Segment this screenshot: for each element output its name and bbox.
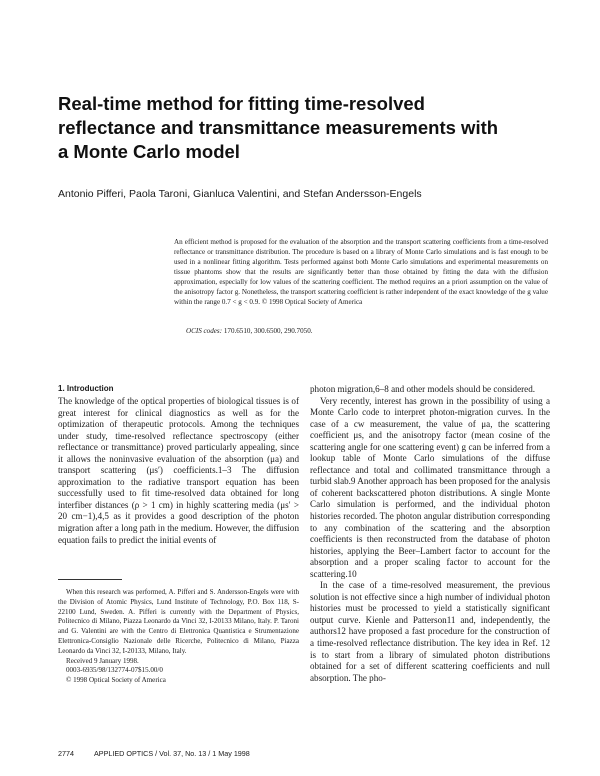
section-heading: 1. Introduction xyxy=(58,384,114,393)
page-number: 2774 xyxy=(58,749,74,758)
copyright-notice: © 1998 Optical Society of America xyxy=(66,676,166,685)
page-footer xyxy=(58,749,508,759)
paper-title xyxy=(58,92,538,164)
journal-citation: APPLIED OPTICS / Vol. 37, No. 13 / 1 May 1998 xyxy=(94,749,250,758)
ocis-codes xyxy=(186,326,313,336)
footnote-divider xyxy=(58,579,122,580)
ocis-values: 170.6510, 300.6500, 290.7050. xyxy=(223,327,313,335)
intro-paragraph-2: Very recently, interest has grown in the possibility of using a Monte Carlo code to interpret photon-migration curves. In the case of a cw measurement, the value of μa, the scattering coefficient μs, and the anisotropy factor (mean cosine of the scattering angle for one scattering event) g can be inferred from a lookup table of Monte Carlo simulations of the diffuse reflectance and total and collimated transmittance through a turbid slab.9 Another approach has been proposed for the analysis of coherent backscattered photon distributions. A single Monte Carlo simulation is performed, and the individual photon histories recorded. The photon angular distribution corresponding to any combination of the scattering and the absorption coefficients is then reconstructed from the database of photon histories, applying the Beer–Lambert factor to account for the absorption and a proper scaling factor to account for the scattering.10 xyxy=(310,395,550,579)
author-list: Antonio Pifferi, Paola Taroni, Gianluca Valentini, and Stefan Andersson-Engels xyxy=(58,188,422,200)
abstract xyxy=(174,237,548,307)
intro-paragraph-3: In the case of a time-resolved measurement, the previous solution is not effective since a high number of individual photon histories must be processed to yield a statistically significant output curve. Kienle and Patterson11 and, independently, the authors12 have proposed a fast procedure for the construction of a time-resolved reflectance distribution. The key idea in Ref. 12 is to start from a library of simulated photon distributions obtained for a set of different scattering coefficients and null absorption. The pho- xyxy=(310,580,550,683)
intro-paragraph-1: The knowledge of the optical properties of biological tissues is of great interest for clinical diagnostics as well as for the optimization of therapeutic protocols. Among the techniques under study, time-resolved reflectance spectroscopy (either reflectance or transmittance) proved particularly appealing, since it allows the noninvasive evaluation of the absorption (μa) and transport scattering (μs′) coefficients.1–3 The diffusion approximation to the radiative transport equation has been successfully used to fit time-resolved data obtained for long interfiber distances (ρ > 1 cm) in highly scattering media (μs′ > 20 cm−1),4,5 as it provides a good description of the photon migration after a long path in the medium. However, the diffusion equation fails to predict the initial events of xyxy=(58,396,299,545)
title-line-3: a Monte Carlo model xyxy=(58,141,240,162)
left-column xyxy=(58,383,299,546)
title-line-1: Real-time method for fitting time-resolved xyxy=(58,93,425,114)
intro-paragraph-continued: photon migration,6–8 and other models should be considered. xyxy=(310,384,536,394)
right-column xyxy=(310,384,550,684)
affiliation-text: When this research was performed, A. Pifferi and S. Andersson-Engels were with the Division of Atomic Physics, Lund Institute of Technology, P.O. Box 118, S-22100 Lund, Sweden. A. Pifferi is currently with the Department of Physics, Politecnico di Milano, Piazza Leonardo da Vinci 32, I-20133 Milano, Italy. P. Taroni and G. Valentini are with the Centro di Elettronica Quantistica e Strumentazione Elettronica-Consiglio Nazionale delle Ricerche, Politecnico di Milano, Piazza Leonardo da Vinci 32, I-20133, Milano, Italy. xyxy=(58,588,299,655)
title-line-2: reflectance and transmittance measurements with xyxy=(58,117,499,138)
ocis-label: OCIS codes: xyxy=(186,327,223,335)
abstract-text: An efficient method is proposed for the evaluation of the absorption and the transport scattering coefficients from a time-resolved reflectance or transmittance distribution. The procedure is based on a library of Monte Carlo simulations and is fast enough to be used in a nonlinear fitting algorithm. Tests performed against both Monte Carlo simulations and experimental measurements on tissue phantoms show that the results are significantly better than those obtained by fitting the data with the diffusion approximation, especially for low values of the scattering coefficient. The method requires an a priori assumption on the value of the anisotropy factor g. Nonetheless, the transport scattering coefficient is rather independent of the exact knowledge of the g value within the range 0.7 < g < 0.9. © 1998 Optical Society of America xyxy=(174,238,548,306)
affiliation-footnote xyxy=(58,588,299,686)
issn-code: 0003-6935/98/132774-07$15.00/0 xyxy=(66,666,163,675)
received-date: Received 9 January 1998. xyxy=(66,656,139,665)
